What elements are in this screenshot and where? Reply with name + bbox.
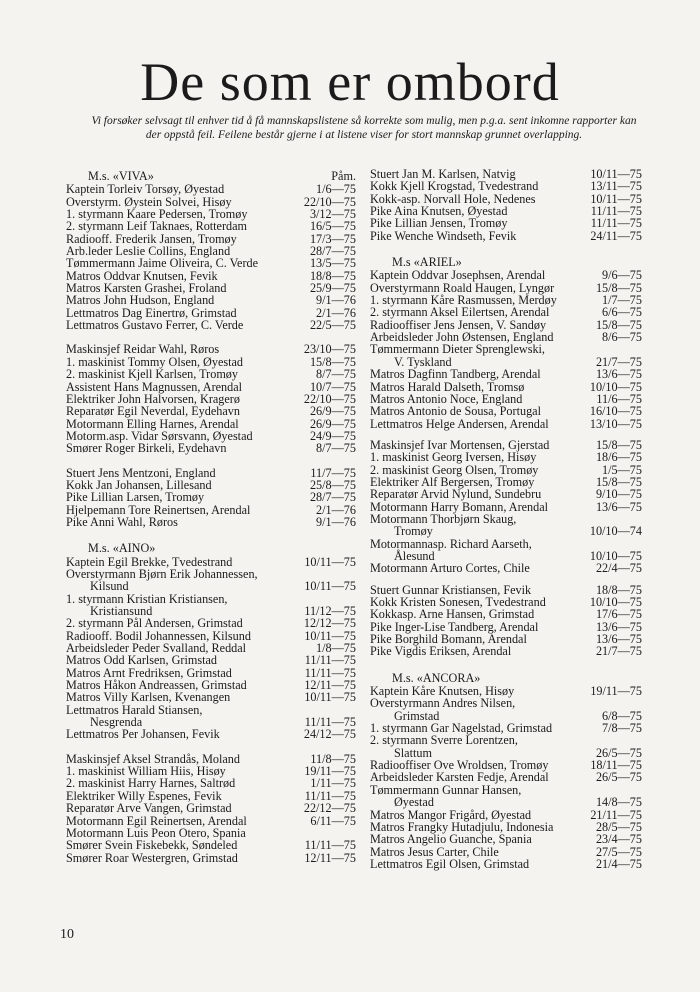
crew-name: V. Tyskland	[394, 354, 452, 369]
signed-on-date: 16/10—75	[589, 404, 642, 419]
signed-on-date: 22/10—75	[303, 391, 356, 406]
crew-name: Matros Harald Dalseth, Tromsø	[370, 379, 525, 394]
crew-name: Kristiansund	[90, 604, 153, 618]
crew-name: Motormannasp. Richard Aarseth,	[370, 536, 532, 551]
crew-name: Radiooff. Frederik Jansen, Tromøy	[66, 231, 237, 246]
crew-entry	[66, 802, 356, 814]
signed-on-date: 8/7—75	[316, 367, 356, 382]
section-gap	[370, 658, 642, 670]
crew-entry	[370, 734, 642, 746]
signed-on-date: 10/10—75	[589, 379, 642, 394]
crew-entry	[370, 180, 642, 192]
crew-entry	[66, 691, 356, 703]
crew-name: Matros Oddvar Knutsen, Fevik	[66, 268, 218, 283]
section-gap	[66, 741, 356, 753]
signed-on-date: 6/8—75	[602, 708, 642, 723]
crew-entry	[66, 516, 356, 528]
crew-name: Ålesund	[394, 548, 435, 563]
crew-name: Pike Borghild Bomann, Arendal	[370, 632, 527, 647]
crew-name: 1. styrmann Kåre Rasmussen, Merdøy	[370, 293, 557, 308]
crew-name: Matros Karsten Grashei, Froland	[66, 281, 227, 296]
signed-on-date: 24/12—75	[303, 727, 356, 742]
signed-on-date: 21/11—75	[590, 807, 642, 822]
crew-entry	[370, 562, 642, 574]
crew-name: 2. styrmann Aksel Eilertsen, Arendal	[370, 305, 550, 320]
crew-name: Arbeidsleder Peder Svalland, Reddal	[66, 641, 247, 656]
crew-name: Matros Antonio de Sousa, Portugal	[370, 404, 541, 419]
signed-on-date: 3/12—75	[309, 207, 356, 222]
signed-on-date: 10/10—75	[589, 595, 642, 609]
page-title: De som er ombord	[140, 52, 560, 112]
signed-on-date: 25/9—75	[309, 281, 356, 296]
section-gap	[370, 242, 642, 254]
crew-name: Pike Lillian Jensen, Tromøy	[370, 216, 508, 231]
crew-name: Stuert Jens Mentzoni, England	[66, 465, 216, 480]
signed-on-date: 2/1—76	[316, 305, 356, 320]
signed-on-date: 6/11—75	[310, 813, 356, 828]
signed-on-date: 11/12—75	[304, 604, 356, 618]
crew-name: 2. maskinist Georg Olsen, Tromøy	[370, 462, 539, 477]
signed-on-date: 22/5—75	[309, 318, 356, 333]
crew-name: Lettmatros Harald Stiansen,	[66, 702, 203, 717]
crew-name: Matros Arnt Fredriksen, Grimstad	[66, 665, 232, 680]
signed-on-date: 23/10—75	[303, 342, 356, 357]
signed-on-date: 27/5—75	[595, 844, 642, 859]
crew-list-left-column	[66, 168, 356, 864]
section-gap	[66, 528, 356, 540]
crew-name: Elektriker Willy Espenes, Fevik	[66, 788, 222, 803]
signed-on-date: 19/11—75	[590, 684, 642, 699]
signed-on-date: 11/6—75	[596, 391, 642, 406]
ship-heading	[370, 256, 642, 268]
signed-on-date: 28/5—75	[595, 819, 642, 834]
crew-entry	[66, 654, 356, 666]
crew-name: Lettmatros Dag Einertrø, Grimstad	[66, 305, 237, 320]
crew-name: Reparatør Arve Vangen, Grimstad	[66, 801, 232, 816]
signed-on-date: 10/11—75	[304, 628, 356, 643]
crew-name: Lettmatros Per Johansen, Fevik	[66, 727, 220, 742]
signed-on-date: 11/11—75	[590, 204, 642, 219]
crew-list-right-column	[370, 168, 642, 870]
crew-name: Kokk Kristen Sonesen, Tvedestrand	[370, 595, 546, 609]
crew-name: Pike Lillian Larsen, Tromøy	[66, 490, 205, 505]
crew-entry	[66, 294, 356, 306]
signed-on-date: 18/8—75	[309, 268, 356, 283]
signed-on-date: 7/8—75	[602, 721, 642, 736]
crew-name: Stuert Jan M. Karlsen, Natvig	[370, 167, 516, 181]
ship-name: M.s. «VIVA»	[88, 169, 154, 183]
signed-on-date: 25/8—75	[309, 477, 356, 492]
crew-name: Radiooff. Bodil Johannessen, Kilsund	[66, 628, 251, 643]
section-gap	[66, 455, 356, 467]
crew-name: 2. maskinist Kjell Karlsen, Tromøy	[66, 367, 238, 382]
signed-on-date: 9/1—76	[316, 514, 356, 529]
signed-on-date: 13/6—75	[595, 367, 642, 382]
crew-entry	[370, 368, 642, 380]
signed-on-date: 10/10—74	[589, 524, 642, 539]
signed-on-date: 15/8—75	[595, 474, 642, 489]
crew-entry	[370, 306, 642, 318]
crew-name: Arb.leder Leslie Collins, England	[66, 244, 231, 259]
crew-name: 2. styrmann Pål Andersen, Grimstad	[66, 616, 243, 631]
crew-entry	[370, 230, 642, 242]
signed-on-date: 17/3—75	[309, 231, 356, 246]
crew-entry	[370, 451, 642, 463]
signed-on-date: 10/11—75	[304, 554, 356, 569]
crew-name: Lettmatros Gustavo Ferrer, C. Verde	[66, 318, 244, 333]
signed-on-date: 12/11—75	[304, 678, 356, 693]
crew-entry	[66, 343, 356, 355]
signed-on-date: 6/6—75	[602, 305, 642, 320]
crew-entry	[66, 257, 356, 269]
crew-name: Kokk Kjell Krogstad, Tvedestrand	[370, 179, 539, 194]
crew-name: Maskinsjef Ivar Mortensen, Gjerstad	[370, 437, 550, 452]
signed-on-date: 13/10—75	[589, 416, 642, 431]
crew-name: Overstyrmann Roald Haugen, Lyngør	[370, 280, 555, 295]
crew-name: Assistent Hans Magnussen, Arendal	[66, 379, 243, 394]
crew-entry	[370, 858, 642, 870]
signed-on-date: 11/11—75	[590, 216, 642, 231]
crew-name: Kokkasp. Arne Hansen, Grimstad	[370, 607, 535, 622]
crew-name: Pike Aina Knutsen, Øyestad	[370, 204, 508, 219]
signed-on-date: 12/12—75	[303, 616, 356, 631]
crew-name: Matros Angelio Guanche, Spania	[370, 832, 532, 847]
crew-name: Matros Jesus Carter, Chile	[370, 844, 499, 859]
signed-on-date: 14/8—75	[595, 795, 642, 810]
crew-name: 1. styrmann Gar Nagelstad, Grimstad	[370, 721, 553, 736]
crew-name: Kaptein Torleiv Torsøy, Øyestad	[66, 182, 225, 197]
signed-on-date: 22/4—75	[595, 561, 642, 576]
signed-on-date: 26/5—75	[595, 770, 642, 785]
signed-on-date: 15/8—75	[595, 437, 642, 452]
crew-name: 2. maskinist Harry Harnes, Saltrød	[66, 776, 236, 791]
signed-on-date: 10/11—75	[304, 690, 356, 705]
crew-entry	[370, 796, 642, 808]
signed-on-date: 22/12—75	[303, 801, 356, 816]
crew-entry	[66, 839, 356, 851]
signed-on-date: 15/8—75	[595, 280, 642, 295]
signed-on-date: 23/4—75	[595, 832, 642, 847]
crew-name: Reparatør Arvid Nylund, Sundebru	[370, 487, 542, 502]
intro-text: Vi forsøker selvsagt til enhver tid å få mannskapslistene så korrekte som mulig, men p.g.a. sent inkomne rapporter kan der oppstå feil. Feilene består gjerne i at listene viser for stort mannskap grunnet overlapping.	[91, 115, 637, 141]
crew-entry	[370, 381, 642, 393]
page-number: 10	[60, 927, 74, 942]
ship-heading	[370, 672, 642, 684]
crew-entry	[66, 852, 356, 864]
signed-on-date: 10/7—75	[309, 379, 356, 394]
signed-on-date: 24/11—75	[590, 228, 642, 243]
crew-name: Matros John Hudson, England	[66, 293, 215, 308]
crew-name: Lettmatros Egil Olsen, Grimstad	[370, 856, 530, 871]
crew-name: Smører Roar Westergren, Grimstad	[66, 850, 238, 865]
crew-name: Matros Villy Karlsen, Kvenangen	[66, 690, 231, 705]
signed-on-date: 15/8—75	[309, 354, 356, 369]
signed-on-date: 1/5—75	[602, 462, 642, 477]
crew-name: Overstyrmann Bjørn Erik Johannessen,	[66, 566, 258, 581]
crew-name: Matros Mangor Frigård, Øyestad	[370, 807, 532, 822]
crew-name: Stuert Gunnar Kristiansen, Fevik	[370, 582, 532, 597]
signed-on-date: 21/4—75	[595, 856, 642, 871]
signed-on-date: 2/1—76	[316, 502, 356, 517]
signed-on-date: 1/11—75	[310, 776, 356, 791]
signed-on-date: 11/7—75	[310, 465, 356, 480]
signed-on-date: 10/11—75	[590, 167, 642, 181]
crew-name: Overstyrm. Øystein Solvei, Hisøy	[66, 194, 232, 209]
ship-heading	[66, 170, 356, 182]
crew-entry	[370, 217, 642, 229]
crew-name: Motorm.asp. Vidar Sørsvann, Øyestad	[66, 428, 253, 443]
crew-entry	[66, 491, 356, 503]
crew-name: Pike Inger-Lise Tandberg, Arendal	[370, 619, 539, 634]
crew-entry	[370, 418, 642, 430]
signed-on-date: 21/7—75	[595, 644, 642, 659]
crew-entry	[66, 405, 356, 417]
crew-entry	[66, 220, 356, 232]
signed-on-date: 11/8—75	[310, 751, 356, 766]
signed-on-date: 10/10—75	[589, 548, 642, 563]
crew-name: Motormann Egil Reinertsen, Arendal	[66, 813, 247, 828]
signed-on-date: 22/10—75	[303, 194, 356, 209]
ship-name: M.s. «AINO»	[88, 541, 156, 556]
crew-name: Hjelpemann Tore Reinertsen, Arendal	[66, 502, 251, 517]
crew-entry	[66, 580, 356, 592]
signed-on-date: 13/6—75	[595, 632, 642, 647]
signed-on-date: 24/9—75	[309, 428, 356, 443]
signed-on-date: 13/5—75	[309, 256, 356, 271]
crew-name: Radiooffiser Ove Wroldsen, Tromøy	[370, 758, 549, 773]
crew-entry	[66, 319, 356, 331]
crew-name: Matros Dagfinn Tandberg, Arendal	[370, 367, 541, 382]
crew-name: Overstyrmann Andres Nilsen,	[370, 696, 516, 711]
crew-entry	[370, 405, 642, 417]
signed-on-date: 10/11—75	[590, 191, 642, 206]
crew-name: Nesgrenda	[90, 715, 143, 730]
crew-entry	[66, 815, 356, 827]
crew-name: Motormann Arturo Cortes, Chile	[370, 561, 530, 576]
crew-name: 2. styrmann Sverre Lorentzen,	[370, 733, 518, 748]
crew-entry	[370, 343, 642, 355]
signed-on-date: 12/11—75	[304, 850, 356, 865]
crew-name: Kilsund	[90, 579, 129, 594]
signed-on-date: 8/6—75	[602, 330, 642, 345]
crew-name: Tømmermann Dieter Sprenglewski,	[370, 342, 545, 357]
signed-on-date: 18/11—75	[590, 758, 642, 773]
crew-entry	[66, 442, 356, 454]
ship-name: M.s. «ANCORA»	[392, 670, 481, 685]
crew-name: Pike Vigdis Eriksen, Arendal	[370, 644, 512, 659]
crew-name: Tromøy	[394, 524, 433, 539]
crew-entry	[66, 381, 356, 393]
crew-entry	[370, 833, 642, 845]
crew-name: Tømmermann Jaime Oliveira, C. Verde	[66, 256, 259, 271]
signed-on-date: 13/6—75	[595, 619, 642, 634]
crew-name: Kokk Jan Johansen, Lillesand	[66, 477, 212, 492]
crew-name: Arbeidsleder John Østensen, England	[370, 330, 554, 345]
signed-on-date: 15/8—75	[595, 317, 642, 332]
crew-entry	[370, 771, 642, 783]
signed-on-date: 28/7—75	[309, 490, 356, 505]
signed-on-date: 26/9—75	[309, 416, 356, 431]
crew-name: Kokk-asp. Norvall Hole, Nedenes	[370, 191, 536, 206]
crew-name: Tømmermann Gunnar Hansen,	[370, 782, 522, 797]
signed-on-date: 11/11—75	[304, 838, 356, 853]
signed-on-date: 1/6—75	[316, 182, 356, 197]
crew-name: Maskinsjef Aksel Strandås, Moland	[66, 751, 240, 766]
crew-name: Matros Frangky Hutadjulu, Indonesia	[370, 819, 554, 834]
signed-on-date: 13/11—75	[590, 179, 642, 194]
signed-on-date: 9/6—75	[602, 268, 642, 283]
crew-name: Matros Antonio Noce, England	[370, 391, 523, 406]
crew-name: 1. maskinist Georg Iversen, Hisøy	[370, 450, 537, 465]
crew-name: Motormann Elling Harnes, Arendal	[66, 416, 239, 431]
signed-on-date: 9/10—75	[595, 487, 642, 502]
crew-entry	[370, 697, 642, 709]
signed-on-date: 18/6—75	[595, 450, 642, 465]
column-label-signed-on: Påm.	[331, 169, 356, 183]
crew-name: Matros Håkon Andreassen, Grimstad	[66, 678, 247, 693]
crew-name: Arbeidsleder Karsten Fedje, Arendal	[370, 770, 549, 785]
signed-on-date: 26/5—75	[595, 745, 642, 760]
crew-name: Motormann Thorbjørn Skaug,	[370, 511, 517, 526]
crew-entry	[370, 645, 642, 657]
ship-name: M.s «ARIEL»	[392, 255, 462, 270]
crew-name: Lettmatros Helge Andersen, Arendal	[370, 416, 549, 431]
crew-entry	[66, 728, 356, 740]
crew-name: 2. styrmann Leif Taknaes, Rotterdam	[66, 219, 248, 234]
crew-name: Øyestad	[394, 795, 434, 810]
signed-on-date: 21/7—75	[595, 354, 642, 369]
signed-on-date: 8/7—75	[316, 441, 356, 456]
crew-name: Slattum	[394, 745, 432, 760]
crew-name: Smører Roger Birkeli, Eydehavn	[66, 441, 227, 456]
signed-on-date: 16/5—75	[309, 219, 356, 234]
crew-name: Elektriker Alf Bergersen, Tromøy	[370, 474, 535, 489]
crew-name: 1. styrmann Kristian Kristiansen,	[66, 591, 228, 606]
signed-on-date: 18/8—75	[595, 582, 642, 597]
crew-entry	[66, 183, 356, 195]
signed-on-date: 26/9—75	[309, 404, 356, 419]
crew-entry	[66, 777, 356, 789]
crew-entry	[370, 809, 642, 821]
crew-entry	[370, 525, 642, 537]
crew-entry	[370, 269, 642, 281]
signed-on-date: 11/11—75	[304, 715, 356, 730]
crew-entry	[66, 368, 356, 380]
signed-on-date: 17/6—75	[595, 607, 642, 622]
signed-on-date: 1/8—75	[316, 641, 356, 656]
crew-name: Reparatør Egil Neverdal, Eydehavn	[66, 404, 240, 419]
crew-entry	[370, 608, 642, 620]
signed-on-date: 9/1—76	[316, 293, 356, 308]
signed-on-date: 19/11—75	[304, 764, 356, 779]
crew-name: Motormann Luis Peon Otero, Spania	[66, 825, 246, 840]
signed-on-date: 1/7—75	[602, 293, 642, 308]
signed-on-date: 28/7—75	[309, 244, 356, 259]
crew-name: Kaptein Kåre Knutsen, Hisøy	[370, 684, 515, 699]
signed-on-date: 11/11—75	[304, 665, 356, 680]
crew-name: Kaptein Egil Brekke, Tvedestrand	[66, 554, 233, 569]
crew-name: Smører Svein Fiskebekk, Søndeled	[66, 838, 238, 853]
crew-name: Kaptein Oddvar Josephsen, Arendal	[370, 268, 546, 283]
signed-on-date: 11/11—75	[304, 653, 356, 668]
crew-name: 1. maskinist William Hiis, Hisøy	[66, 764, 226, 779]
crew-name: 1. maskinist Tommy Olsen, Øyestad	[66, 354, 243, 369]
signed-on-date: 11/11—75	[304, 788, 356, 803]
crew-name: 1. styrmann Kaare Pedersen, Tromøy	[66, 207, 248, 222]
crew-entry	[370, 488, 642, 500]
crew-name: Elektriker John Halvorsen, Kragerø	[66, 391, 240, 406]
crew-name: Matros Odd Karlsen, Grimstad	[66, 653, 217, 668]
crew-name: Motormann Harry Bomann, Arendal	[370, 499, 549, 514]
signed-on-date: 10/11—75	[304, 579, 356, 594]
crew-name: Grimstad	[394, 708, 440, 723]
crew-name: Pike Wenche Windseth, Fevik	[370, 228, 517, 243]
signed-on-date: 13/6—75	[595, 499, 642, 514]
crew-entry	[66, 617, 356, 629]
crew-name: Pike Anni Wahl, Røros	[66, 514, 178, 529]
crew-name: Maskinsjef Reidar Wahl, Røros	[66, 342, 220, 357]
crew-name: Radiooffiser Jens Jensen, V. Sandøy	[370, 317, 547, 332]
ship-heading	[66, 542, 356, 554]
